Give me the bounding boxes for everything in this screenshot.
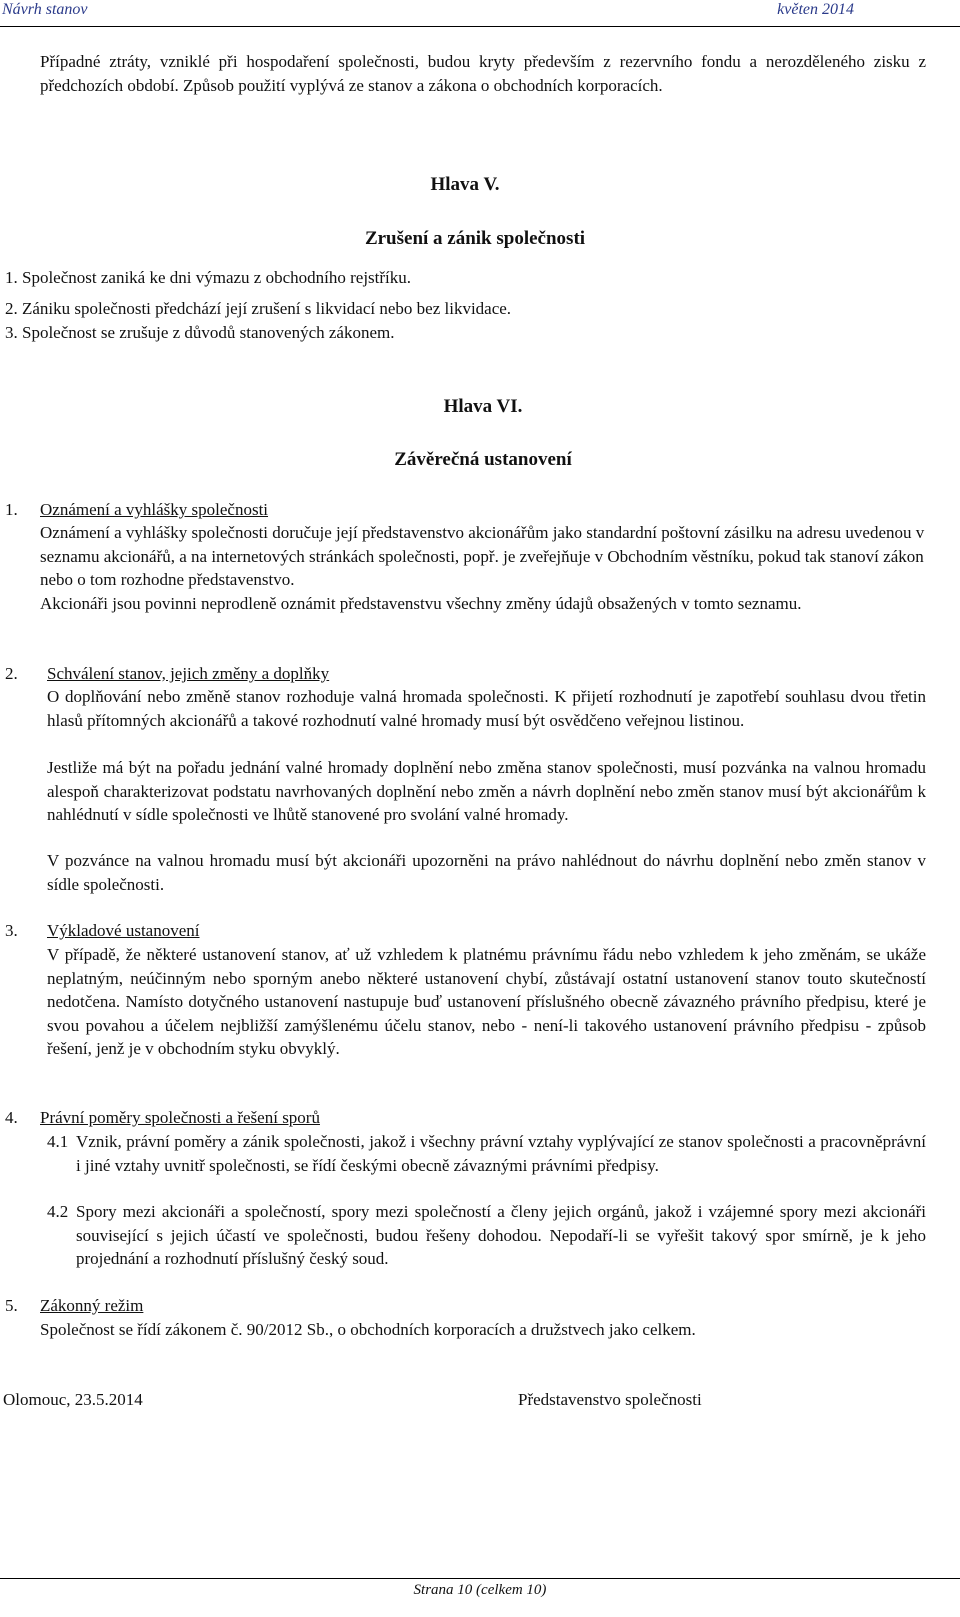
- signature-signer: Představenstvo společnosti: [518, 1390, 702, 1409]
- subsection-4-2-text: Spory mezi akcionáři a společností, spory mezi společností a členy jejich orgánů, jakož i vzájemné spory mezi akcionáři související s jejich účastí ve společnosti, budou řešeny dohodou. Nepodaří-li se vyřešit takový spor smírně, je k jeho projednání a rozhodnutí příslušný český soud.: [76, 1202, 926, 1269]
- section-2-paragraph-2: Jestliže má být na pořadu jednání valné hromady doplnění nebo změna stanov společnosti, musí pozvánka na valnou hromadu alespoň charakterizovat podstatu navrhovaných doplnění nebo změn a návrh doplnění nebo změn stanov musí být akcionářům k nahlédnutí v sídle společnosti ve lhůtě stanovené pro svolání valné hromady.: [47, 758, 926, 825]
- subsection-4-2-number: 4.2: [47, 1202, 69, 1221]
- section-3-heading: [47, 919, 200, 943]
- subsection-4-1-number: 4.1: [47, 1132, 69, 1151]
- hlava5-subtitle: Zrušení a zánik společnosti: [364, 228, 586, 249]
- section-1-heading: [40, 498, 268, 522]
- intro-paragraph: Případné ztráty, vzniklé při hospodaření společnosti, budou kryty především z rezervního fondu a nerozděleného zisku z předchozích období. Způsob použití vyplývá ze stanov a zákona o obchodních korporacích.: [40, 52, 926, 95]
- section-4-heading-text: Právní poměry společnosti a řešení sporů: [40, 1108, 320, 1127]
- hlava5-item-3: 3. Společnost se zrušuje z důvodů stanovených zákonem.: [5, 323, 395, 342]
- header-date: květen 2014: [777, 1, 854, 18]
- section-2-heading: [47, 662, 329, 686]
- subsection-4-1-text: Vznik, právní poměry a zánik společnosti, jakož i všechny právní vztahy vyplývající ze stanov společnosti a pracovněprávní i jiné vztahy uvnitř společnosti, se řídí českými obecně závaznými právními předpisy.: [76, 1132, 926, 1175]
- section-2-paragraph-3: V pozvánce na valnou hromadu musí být akcionáři upozorněni na právo nahlédnout do návrhu doplnění nebo změn stanov v sídle společnosti.: [47, 851, 926, 894]
- section-1-number: 1.: [5, 500, 18, 519]
- page-footer: Strana 10 (celkem 10): [413, 1582, 547, 1598]
- section-2-heading-text: Schválení stanov, jejich změny a doplňky: [47, 664, 330, 683]
- section-2-paragraph-1: O doplňování nebo změně stanov rozhoduje valná hromada společnosti. K přijetí rozhodnutí je zapotřebí souhlasu dvou třetin hlasů přítomných akcionářů a takové rozhodnutí valné hromady musí být osvědčeno veřejnou listinou.: [47, 687, 926, 730]
- section-1-paragraph-1: Oznámení a vyhlášky společnosti doručuje její představenstvo akcionářům jako standardní poštovní zásilku na adresu uvedenou v seznamu akcionářů, a na internetových stránkách společnosti, popř. je zveřejňuje v Obchodním věstníku, pokud tak stanoví zákon nebo o tom rozhodne představenstvo.: [40, 523, 925, 590]
- section-3-paragraph-1: V případě, že některé ustanovení stanov, ať už vzhledem k platnému právnímu řádu nebo vzhledem k jeho změnám, se ukáže neplatným, neúčinným nebo sporným anebo některé ustanovení chybí, zůstávají ostatní ustanovení stanov touto skutečností nedotčena. Namísto dotyčného ustanovení nastupuje buď ustanovení příslušného obecně závazného právního předpisu, které je svou povahou a účelem nejbližší zamýšlenému účelu stanov, nebo - není-li takového ustanovení právního předpisu - způsob řešení, jenž je v obchodním styku obvyklý.: [47, 945, 926, 1059]
- section-5-heading-text: Zákonný režim: [40, 1296, 144, 1315]
- footer-divider: [0, 1578, 960, 1579]
- section-3-heading-text: Výkladové ustanovení: [47, 921, 200, 940]
- section-5-number: 5.: [5, 1296, 18, 1315]
- section-1-heading-text: Oznámení a vyhlášky společnosti: [40, 500, 269, 519]
- section-5-heading: [40, 1294, 143, 1318]
- section-3-number: 3.: [5, 921, 18, 940]
- section-5-paragraph-1: Společnost se řídí zákonem č. 90/2012 Sb., o obchodních korporacích a družstvech jako celkem.: [40, 1320, 696, 1339]
- header-title: Návrh stanov: [2, 1, 88, 18]
- signature-place-date: Olomouc, 23.5.2014: [3, 1390, 143, 1409]
- page-header: [0, 0, 960, 27]
- hlava6-title: Hlava VI.: [443, 396, 523, 417]
- hlava5-item-2: 2. Zániku společnosti předchází její zrušení s likvidací nebo bez likvidace.: [5, 299, 512, 318]
- section-1-paragraph-2: Akcionáři jsou povinni neprodleně oznámit představenstvu všechny změny údajů obsažených v tomto seznamu.: [40, 594, 802, 613]
- section-4-number: 4.: [5, 1108, 18, 1127]
- section-4-heading: [40, 1106, 320, 1130]
- section-2-number: 2.: [5, 664, 18, 683]
- hlava5-item-1: 1. Společnost zaniká ke dni výmazu z obchodního rejstříku.: [5, 268, 412, 287]
- hlava5-title: Hlava V.: [430, 174, 500, 195]
- hlava6-subtitle: Závěrečná ustanovení: [394, 449, 572, 470]
